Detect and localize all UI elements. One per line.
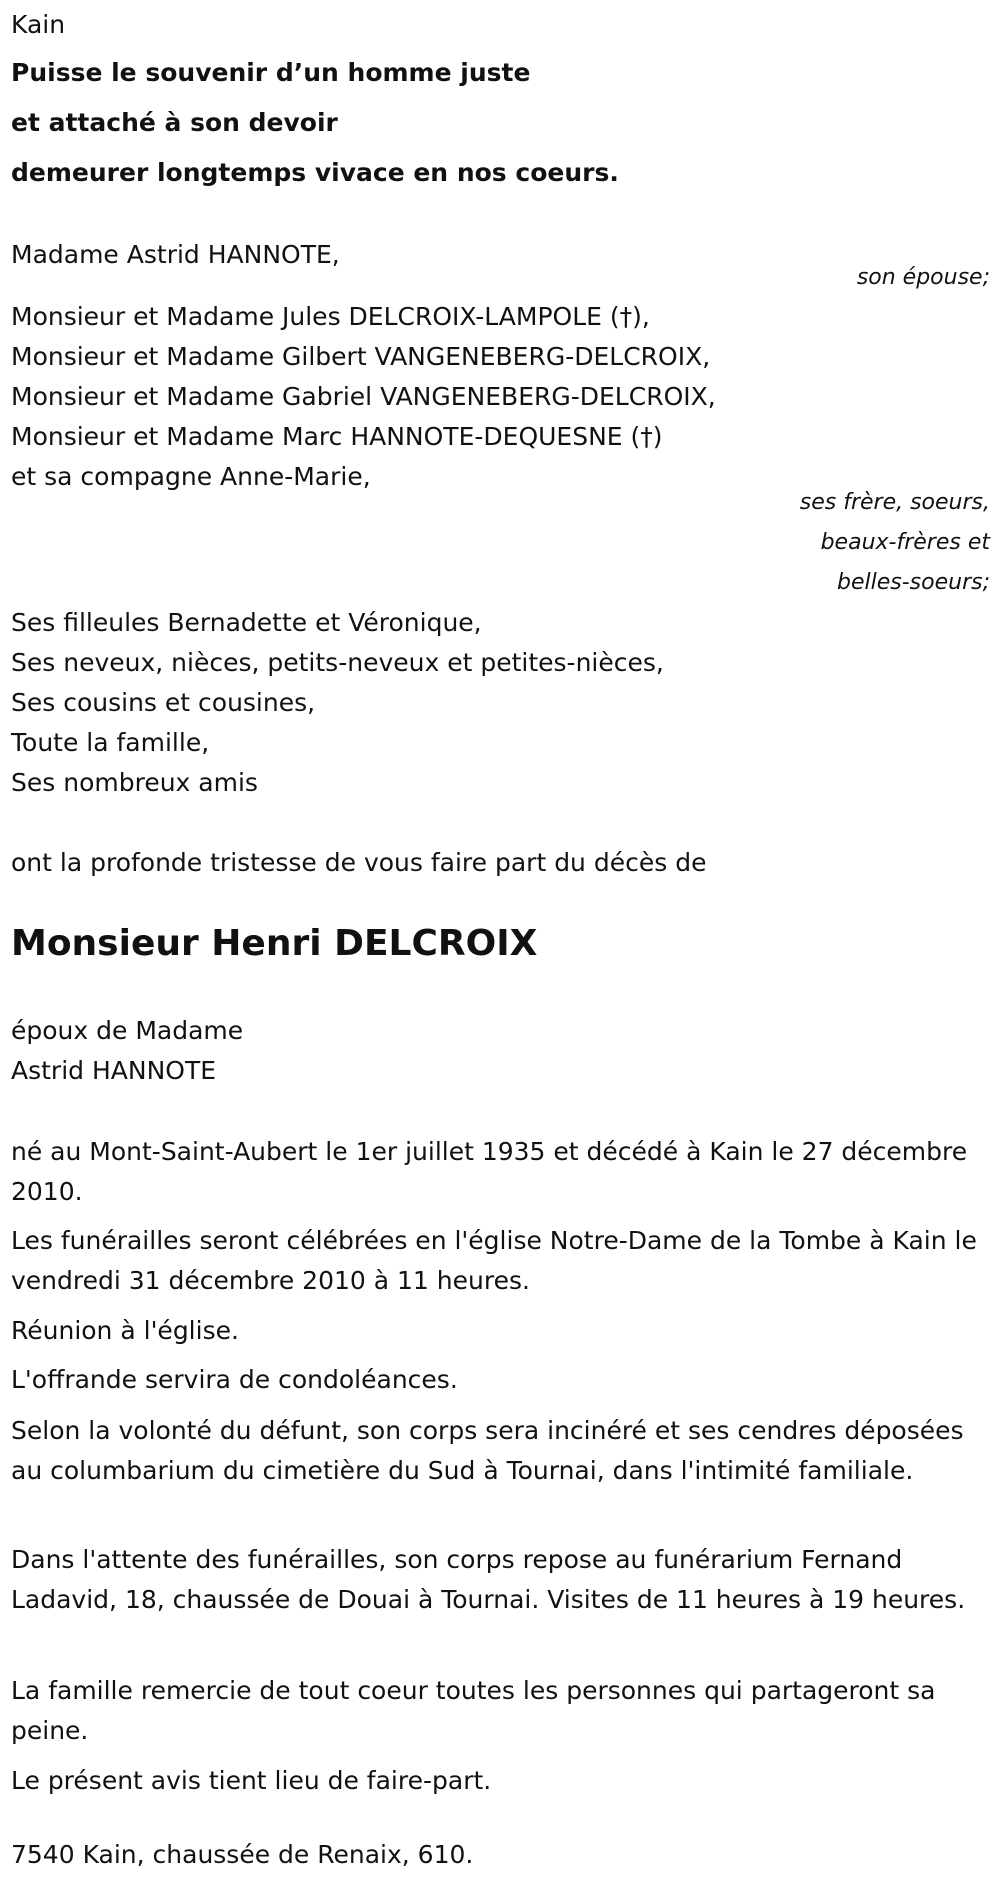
family-line: Ses nombreux amis [11,768,258,797]
offering-paragraph: L'offrande servira de condoléances. [11,1365,458,1394]
place-name: Kain [11,10,66,39]
verse-line-2: et attaché à son devoir [11,108,338,137]
siblings-relation-line-3: belles-soeurs; [837,570,990,595]
sibling-line: et sa compagne Anne-Marie, [11,462,371,491]
notice-paragraph: Le présent avis tient lieu de faire-part. [11,1766,492,1795]
family-line: Ses cousins et cousines, [11,688,316,717]
sibling-line: Monsieur et Madame Gilbert VANGENEBERG-DELCROIX, [11,342,711,371]
funeral-paragraph: Les funérailles seront célébrées en l'église Notre-Dame de la Tombe à Kain le vendredi 31 décembre 2010 à 11 heures. [11,1226,977,1295]
announcement: ont la profonde tristesse de vous faire part du décès de [11,848,707,877]
sibling-line: Monsieur et Madame Marc HANNOTE-DEQUESNE (†) [11,422,663,451]
family-line: Ses neveux, nièces, petits-neveux et petites-nièces, [11,648,664,677]
reunion-paragraph: Réunion à l'église. [11,1316,239,1345]
address: 7540 Kain, chaussée de Renaix, 610. [11,1840,474,1869]
spouse-name: Madame Astrid HANNOTE, [11,240,340,269]
verse-line-1: Puisse le souvenir d’un homme juste [11,58,531,87]
cremation-paragraph: Selon la volonté du défunt, son corps sera incinéré et ses cendres déposées au columbarium du cimetière du Sud à Tournai, dans l'intimité familiale. [11,1416,964,1485]
siblings-relation-line-1: ses frère, soeurs, [799,490,990,515]
spouse-relation: son épouse; [856,265,990,290]
deceased-name: Monsieur Henri DELCROIX [11,923,538,964]
family-line: Ses filleules Bernadette et Véronique, [11,608,482,637]
spouse-of-line-1: époux de Madame [11,1016,244,1045]
birth-death-paragraph: né au Mont-Saint-Aubert le 1er juillet 1935 et décédé à Kain le 27 décembre 2010. [11,1137,968,1206]
siblings-relation-line-2: beaux-frères et [820,530,990,555]
family-line: Toute la famille, [11,728,210,757]
visitation-paragraph: Dans l'attente des funérailles, son corps repose au funérarium Fernand Ladavid, 18, chaussée de Douai à Tournai. Visites de 11 heures à 19 heures. [11,1545,966,1614]
verse-line-3: demeurer longtemps vivace en nos coeurs. [11,158,619,187]
thanks-paragraph: La famille remercie de tout coeur toutes les personnes qui partageront sa peine. [11,1676,936,1745]
spouse-of-line-2: Astrid HANNOTE [11,1056,217,1085]
sibling-line: Monsieur et Madame Jules DELCROIX-LAMPOLE (†), [11,302,650,331]
sibling-line: Monsieur et Madame Gabriel VANGENEBERG-DELCROIX, [11,382,716,411]
